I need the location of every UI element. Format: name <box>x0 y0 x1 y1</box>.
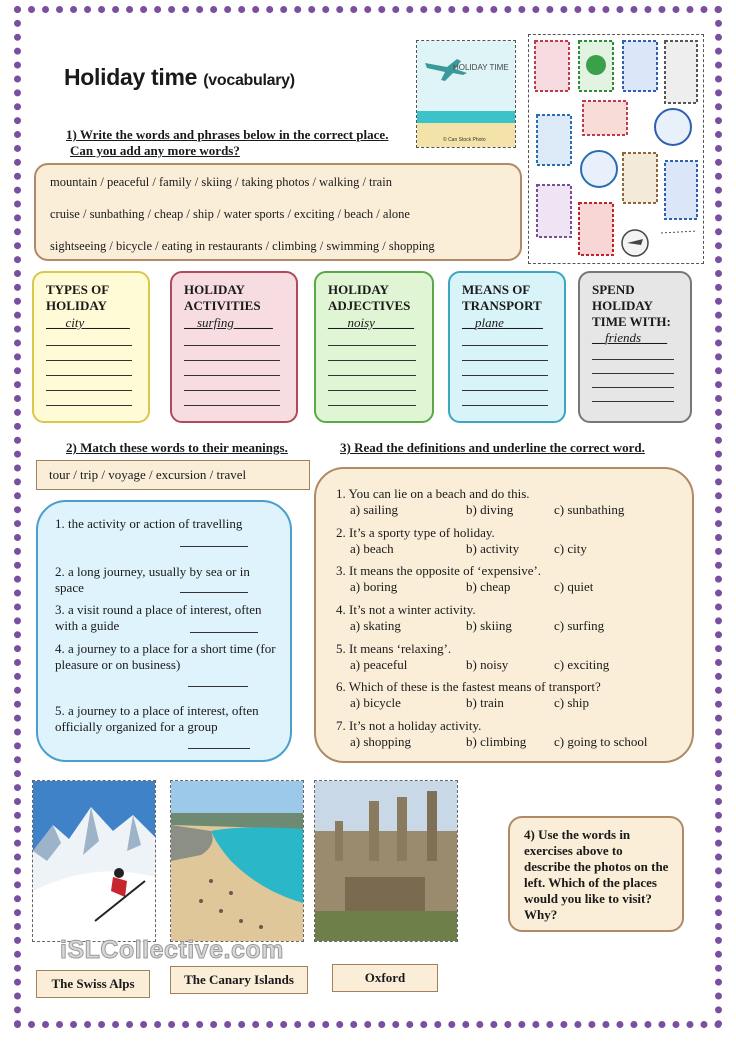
match-item: 2. a long journey, usually by sea or in space <box>55 564 250 595</box>
answer-line[interactable] <box>190 632 258 633</box>
postcard-credit: © Can Stock Photo <box>443 137 486 143</box>
category-heading: HOLIDAY ACTIVITIES <box>184 282 261 313</box>
category-example: __plane______ <box>462 315 543 330</box>
answer-line[interactable] <box>462 375 548 376</box>
category-heading: SPEND HOLIDAY TIME WITH: <box>592 282 671 329</box>
option-b[interactable]: b) activity <box>466 541 520 556</box>
task1-line2: Can you add any more words? <box>70 143 240 158</box>
answer-line[interactable] <box>592 373 674 374</box>
answer-line[interactable] <box>46 375 132 376</box>
option-c[interactable]: c) surfing <box>554 618 605 633</box>
answer-line[interactable] <box>328 390 416 391</box>
caption-oxford: Oxford <box>332 964 438 992</box>
swiss-alps-illustration <box>33 781 155 941</box>
word-bank <box>34 163 522 261</box>
answer-line[interactable] <box>462 405 548 406</box>
page-title <box>64 64 295 91</box>
option-b[interactable]: b) noisy <box>466 657 509 672</box>
postcard-illustration <box>417 41 515 147</box>
answer-line[interactable] <box>46 345 132 346</box>
answer-line[interactable] <box>188 686 248 687</box>
canary-islands-illustration <box>171 781 303 941</box>
answer-line[interactable] <box>46 390 132 391</box>
question: 5. It means ‘relaxing’. <box>336 641 452 656</box>
photo-oxford <box>314 780 458 942</box>
option-a[interactable]: a) peaceful <box>350 657 408 672</box>
question: 3. It means the opposite of ‘expensive’. <box>336 563 542 578</box>
answer-line[interactable] <box>184 375 280 376</box>
postcard-caption: HOLIDAY TIME <box>453 63 509 72</box>
option-c[interactable]: c) going to school <box>554 734 648 749</box>
option-a[interactable]: a) beach <box>350 541 394 556</box>
word-bank-line: cruise / sunbathing / cheap / ship / water sports / exciting / beach / alone <box>50 207 410 221</box>
word-bank-line: mountain / peaceful / family / skiing / taking photos / walking / train <box>50 175 392 189</box>
answer-line[interactable] <box>462 390 548 391</box>
title-sub: (vocabulary) <box>203 72 295 89</box>
photo-canary-islands <box>170 780 304 942</box>
task4-box: 4) Use the words in exercises above to describe the photos on the left. Which of the places would you like to visit? Why? <box>508 816 684 932</box>
task3-instruction: 3) Read the definitions and underline the correct word. <box>340 440 645 455</box>
word-bank-line: sightseeing / bicycle / eating in restaurants / climbing / swimming / shopping <box>50 239 435 253</box>
answer-line[interactable] <box>462 360 548 361</box>
answer-line[interactable] <box>46 405 132 406</box>
answer-line[interactable] <box>328 375 416 376</box>
match-word-bank: tour / trip / voyage / excursion / travel <box>36 460 310 490</box>
answer-line[interactable] <box>184 360 280 361</box>
answer-line[interactable] <box>592 387 674 388</box>
stamps-collage <box>528 34 704 264</box>
category-box-holiday-activities <box>170 271 298 423</box>
answer-line[interactable] <box>328 360 416 361</box>
option-c[interactable]: c) ship <box>554 695 590 710</box>
question: 1. You can lie on a beach and do this. <box>336 486 530 501</box>
caption-swiss-alps: The Swiss Alps <box>36 970 150 998</box>
photo-swiss-alps <box>32 780 156 942</box>
option-b[interactable]: b) cheap <box>466 579 511 594</box>
category-box-holiday-adjectives <box>314 271 434 423</box>
answer-line[interactable] <box>462 345 548 346</box>
option-c[interactable]: c) quiet <box>554 579 594 594</box>
category-heading: HOLIDAY ADJECTIVES <box>328 282 411 313</box>
match-item: 5. a journey to a place of interest, often officially organized for a group <box>55 703 259 734</box>
answer-line[interactable] <box>328 345 416 346</box>
answer-line[interactable] <box>180 546 248 547</box>
option-c[interactable]: c) exciting <box>554 657 610 672</box>
watermark: iSLCollective.com <box>60 936 284 964</box>
question: 7. It’s not a holiday activity. <box>336 718 482 733</box>
option-b[interactable]: b) climbing <box>466 734 527 749</box>
answer-line[interactable] <box>184 405 280 406</box>
task1-line1: 1) Write the words and phrases below in the correct place. <box>66 127 389 142</box>
answer-line[interactable] <box>46 360 132 361</box>
answer-line[interactable] <box>592 359 674 360</box>
option-b[interactable]: b) skiing <box>466 618 512 633</box>
category-example: __friends____ <box>592 330 668 345</box>
option-c[interactable]: c) sunbathing <box>554 502 625 517</box>
option-c[interactable]: c) city <box>554 541 587 556</box>
postcard-image <box>416 40 516 148</box>
category-example: __surfing______ <box>184 315 273 330</box>
option-a[interactable]: a) skating <box>350 618 401 633</box>
answer-line[interactable] <box>328 405 416 406</box>
stamps-illustration <box>529 35 703 263</box>
category-example: ___city_______ <box>46 315 130 330</box>
match-item: 3. a visit round a place of interest, often with a guide <box>55 602 262 633</box>
title-main: Holiday time <box>64 64 198 90</box>
answer-line[interactable] <box>188 748 250 749</box>
definitions-box <box>314 467 694 763</box>
option-a[interactable]: a) bicycle <box>350 695 401 710</box>
category-example: ___noisy______ <box>328 315 414 330</box>
task1-instruction <box>66 127 388 159</box>
question: 4. It’s not a winter activity. <box>336 602 476 617</box>
answer-line[interactable] <box>184 345 280 346</box>
option-b[interactable]: b) diving <box>466 502 514 517</box>
task2-instruction: 2) Match these words to their meanings. <box>66 440 288 455</box>
answer-line[interactable] <box>180 592 248 593</box>
question: 6. Which of these is the fastest means of transport? <box>336 679 601 694</box>
category-heading: MEANS OF TRANSPORT <box>462 282 542 313</box>
match-item: 4. a journey to a place for a short time (for pleasure or on business) <box>55 641 276 672</box>
match-item: 1. the activity or action of travelling <box>55 516 243 531</box>
category-heading: TYPES OF HOLIDAY <box>46 282 110 313</box>
answer-line[interactable] <box>184 390 280 391</box>
caption-canary-islands: The Canary Islands <box>170 966 308 994</box>
option-a[interactable]: a) boring <box>350 579 398 594</box>
answer-line[interactable] <box>592 401 674 402</box>
oxford-illustration <box>315 781 457 941</box>
option-a[interactable]: a) shopping <box>350 734 412 749</box>
question: 2. It’s a sporty type of holiday. <box>336 525 495 540</box>
match-definitions-box <box>36 500 292 762</box>
option-a[interactable]: a) sailing <box>350 502 399 517</box>
category-box-means-of-transport <box>448 271 566 423</box>
category-box-types-of-holiday <box>32 271 150 423</box>
option-b[interactable]: b) train <box>466 695 504 710</box>
category-box-spend-holiday-time-with <box>578 271 692 423</box>
